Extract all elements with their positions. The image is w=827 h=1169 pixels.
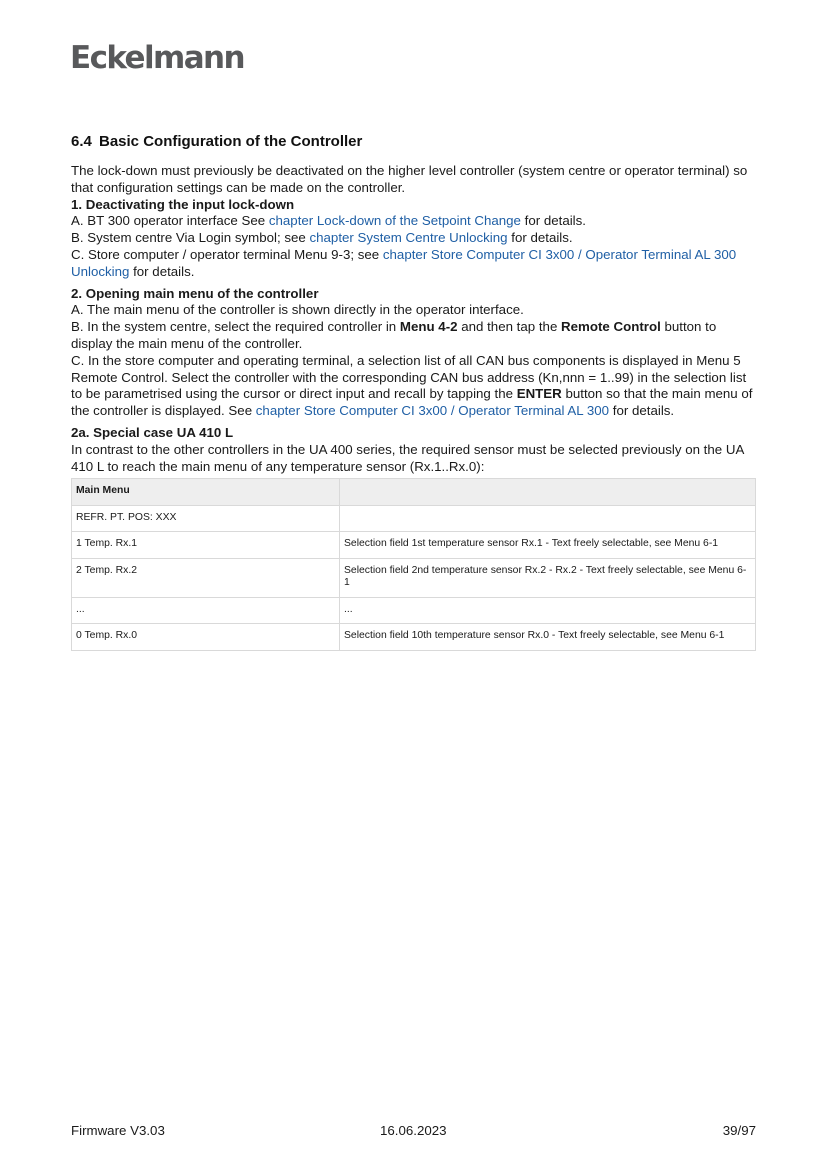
section-number: 6.4 <box>71 133 92 150</box>
table-cell: REFR. PT. POS: XXX <box>72 505 340 532</box>
step1-item-c: C. Store computer / operator terminal Menu 9-3; see chapter Store Computer CI 3x00 / Operator Terminal AL 300 Unlocking for details. <box>71 246 737 279</box>
intro-paragraph: The lock-down must previously be deactivated on the higher level controller (system centre or operator terminal) so that configuration settings can be made on the controller. <box>71 163 748 195</box>
link-system-centre-unlocking[interactable]: chapter System Centre Unlocking <box>309 230 508 246</box>
link-lockdown-setpoint[interactable]: chapter Lock-down of the Setpoint Change <box>268 213 521 229</box>
table-header-cell <box>340 479 756 506</box>
step1-item-b: B. System centre Via Login symbol; see chapter System Centre Unlocking for details. <box>71 230 573 246</box>
link-store-computer-terminal[interactable]: chapter Store Computer CI 3x00 / Operator Terminal AL 300 <box>255 403 610 419</box>
footer-date: 16.06.2023 <box>380 1123 447 1138</box>
table-row <box>72 624 756 651</box>
main-menu-table <box>71 478 756 651</box>
table-row <box>72 558 756 597</box>
section-heading <box>71 133 756 150</box>
table-cell: 2 Temp. Rx.2 <box>72 558 340 597</box>
eckelmann-logo: Eckelmann <box>70 40 244 76</box>
document-body <box>71 133 756 651</box>
table-cell: 1 Temp. Rx.1 <box>72 532 340 559</box>
footer-page-number: 39/97 <box>722 1123 756 1138</box>
table-cell: ... <box>340 597 756 624</box>
step2-item-b: B. In the system centre, select the required controller in Menu 4-2 and then tap the Remote Control button to display the main menu of the controller. <box>71 319 717 351</box>
section-title: Basic Configuration of the Controller <box>99 133 363 150</box>
step2a-text: In contrast to the other controllers in the UA 400 series, the required sensor must be selected previously on the UA 410 L to reach the main menu of any temperature sensor (Rx.1..Rx.0): <box>71 441 744 474</box>
step1-item-a: A. BT 300 operator interface See chapter Lock-down of the Setpoint Change for details. <box>71 213 586 229</box>
table-header-cell: Main Menu <box>72 479 340 506</box>
table-cell: ... <box>72 597 340 624</box>
table-cell <box>340 505 756 532</box>
step2-heading: 2. Opening main menu of the controller <box>71 285 319 301</box>
table-row <box>72 532 756 559</box>
table-cell: Selection field 10th temperature sensor Rx.0 - Text freely selectable, see Menu 6-1 <box>340 624 756 651</box>
table-cell: Selection field 1st temperature sensor Rx.1 - Text freely selectable, see Menu 6-1 <box>340 532 756 559</box>
link-store-computer-unlocking[interactable]: chapter Store Computer CI 3x00 / Operator Terminal AL 300 Unlocking <box>71 246 737 279</box>
table-cell: Selection field 2nd temperature sensor Rx.2 - Rx.2 - Text freely selectable, see Menu 6-1 <box>340 558 756 597</box>
table-cell: 0 Temp. Rx.0 <box>72 624 340 651</box>
step2a-heading: 2a. Special case UA 410 L <box>71 424 234 440</box>
step1-heading: 1. Deactivating the input lock-down <box>71 196 295 212</box>
step2-item-a: A. The main menu of the controller is shown directly in the operator interface. <box>71 302 524 318</box>
table-header-row <box>72 479 756 506</box>
footer-firmware: Firmware V3.03 <box>71 1123 165 1138</box>
step2-item-c: C. In the store computer and operating terminal, a selection list of all CAN bus components is displayed in Menu 5 Remote Control. Select the controller with the corresponding CAN bus address (Kn,nnn = 1..99) in the selection list to be parametrised using the cursor or direct input and recall by tapping the ENTER button so that the main menu of the controller is displayed. See chapter Store Computer CI 3x00 / Operator Terminal AL 300 for details. <box>71 352 753 419</box>
table-row <box>72 505 756 532</box>
table-row <box>72 597 756 624</box>
